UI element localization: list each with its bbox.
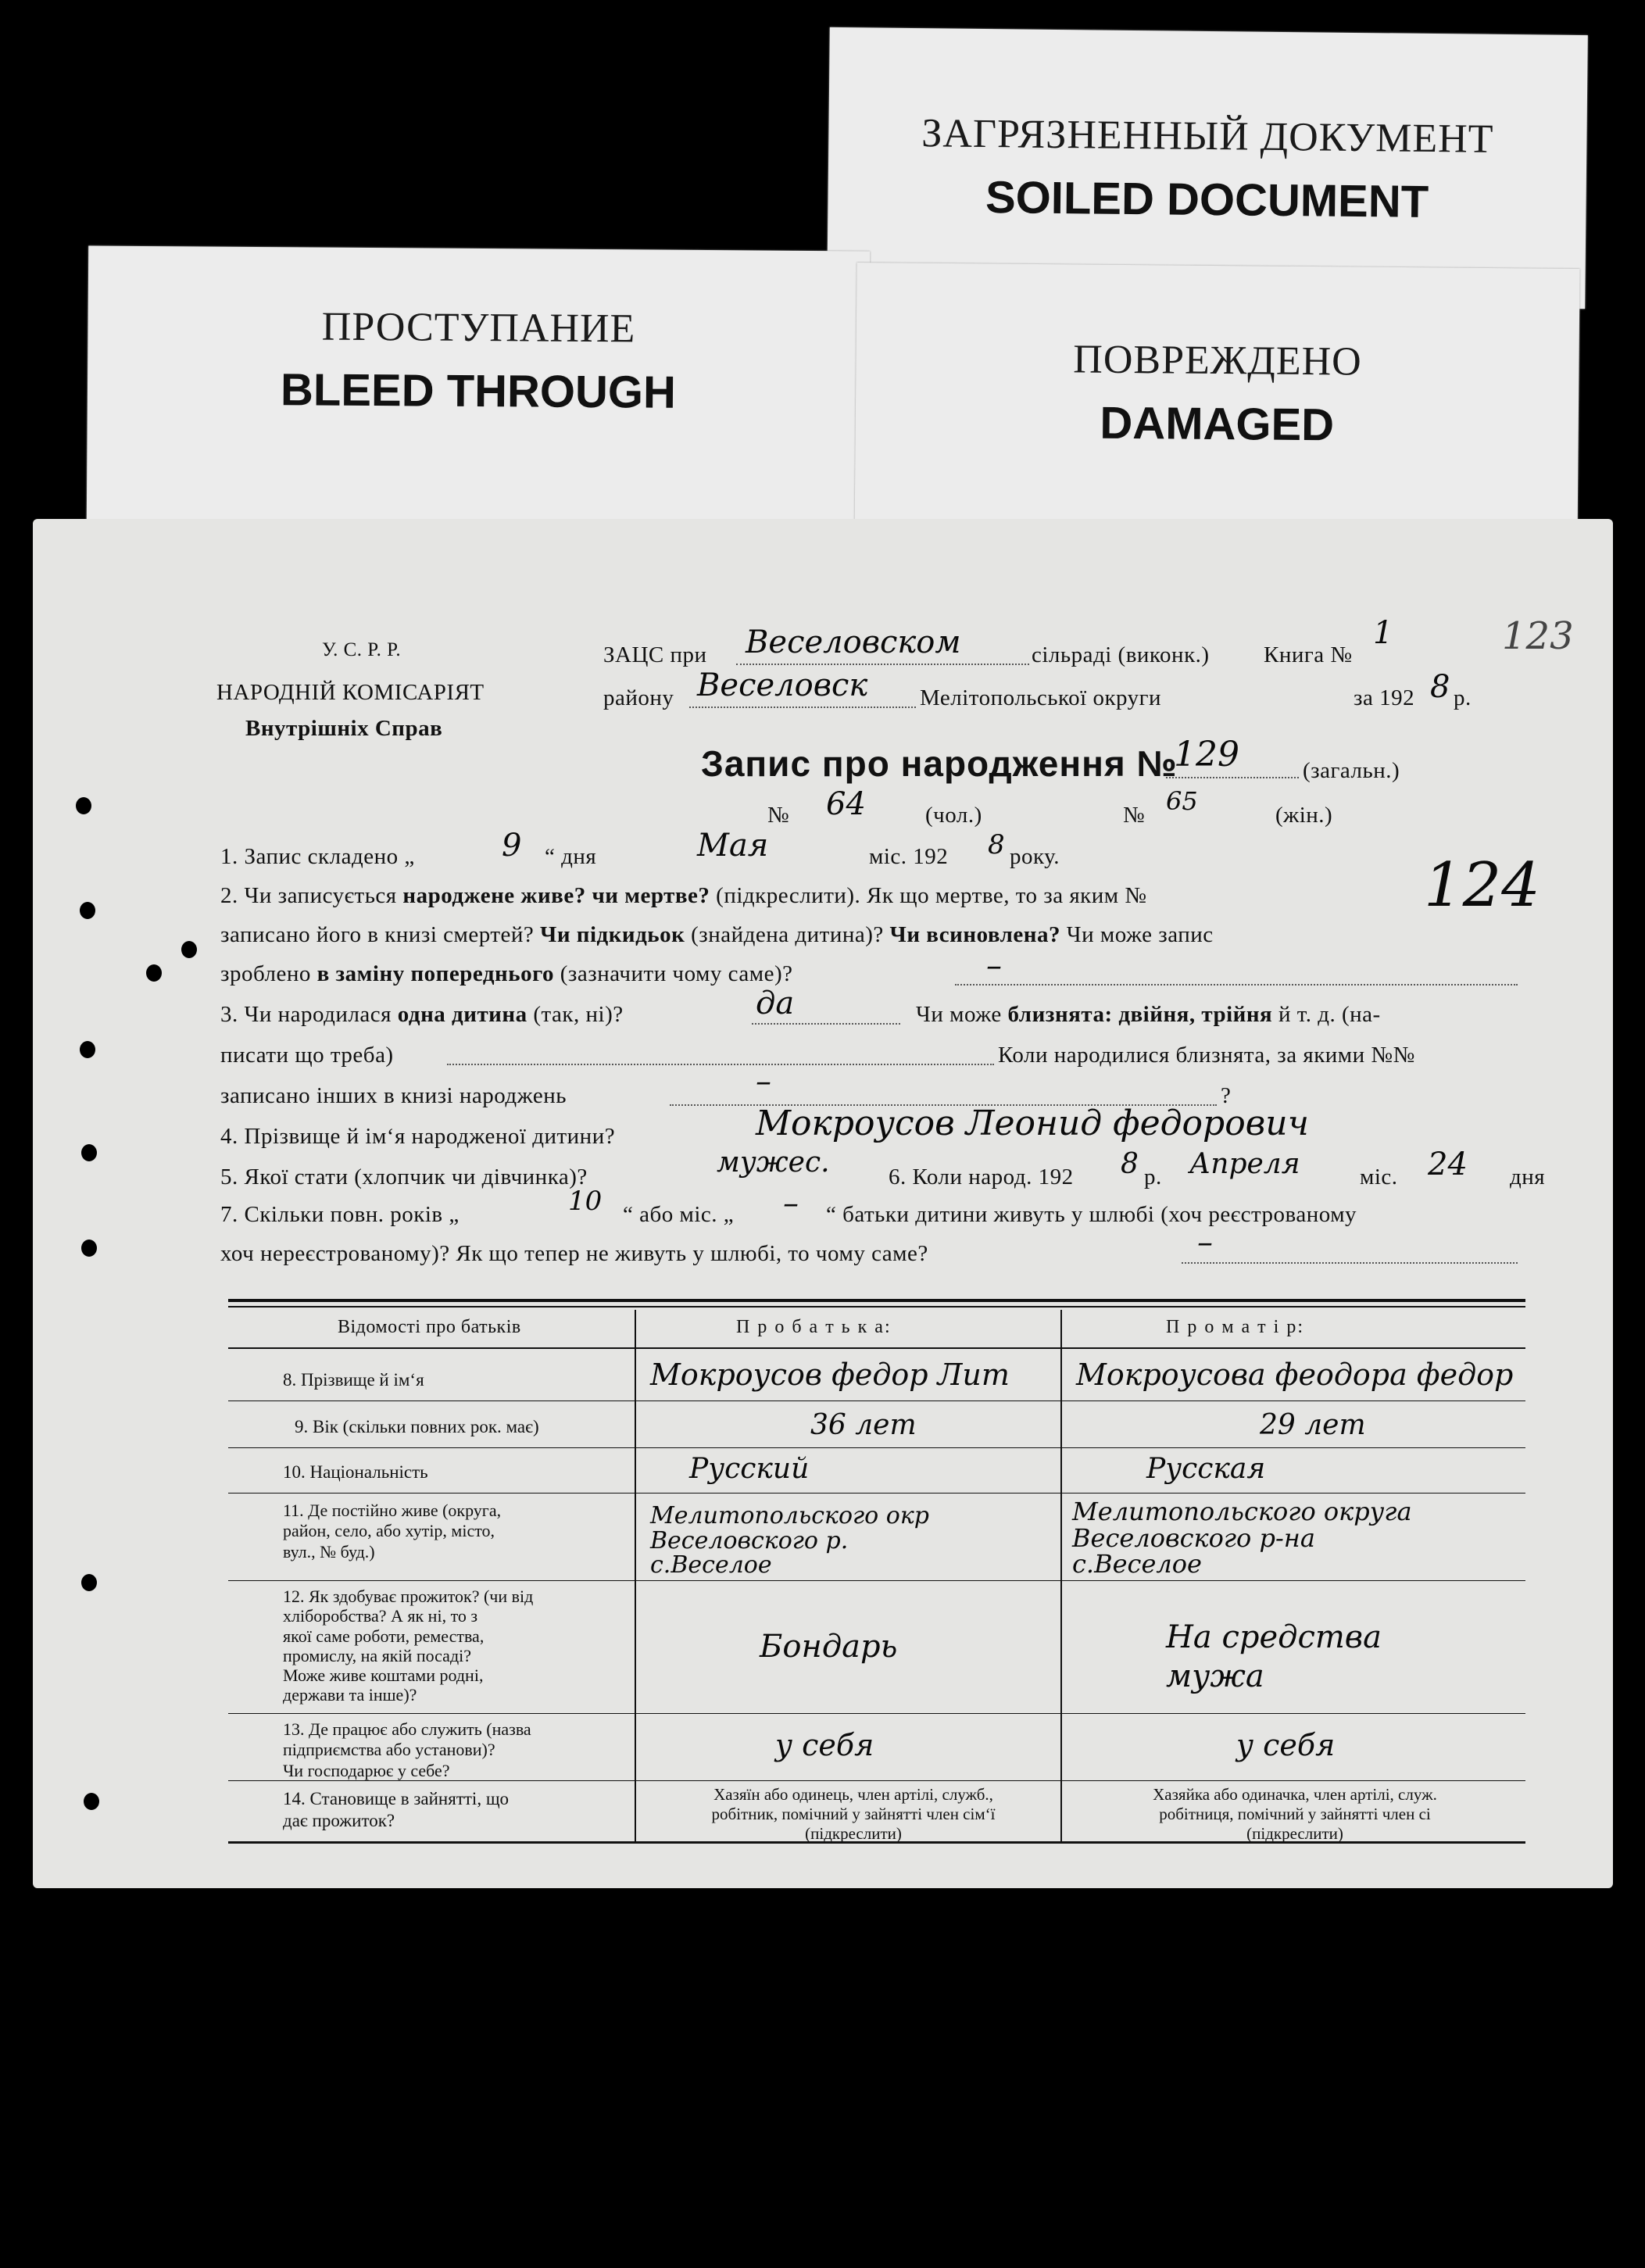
item6-month-handwritten: Апреля [1189, 1148, 1300, 1180]
item6-label: 6. Коли народ. 192 [889, 1164, 1074, 1189]
row9-label: 9. Вік (скільки повних рок. має) [295, 1417, 539, 1436]
item1-day-handwritten: 9 [502, 828, 522, 864]
item2-line3-b: в заміну попереднього [316, 961, 555, 986]
zags-label: ЗАЦС при [603, 642, 707, 667]
male-label: (чол.) [925, 803, 982, 828]
father-workplace-handwritten: у себя [775, 1728, 874, 1762]
damaged-label-ru: ПОВРЕЖДЕНО [1073, 337, 1362, 385]
usrr-heading: У. С. Р. Р. [322, 639, 402, 660]
item3-text-f: й т. д. (на- [1272, 1002, 1381, 1027]
punch-hole [81, 1144, 97, 1161]
item3-line1 [220, 1003, 624, 1026]
item6-year-label: р. [1144, 1164, 1162, 1189]
item6-year-handwritten: 8 [1121, 1148, 1139, 1180]
fill-line [1182, 1262, 1518, 1264]
punch-hole [80, 902, 95, 919]
father-age-handwritten: 36 лет [810, 1409, 917, 1441]
row-rule [228, 1580, 1525, 1581]
row-rule [228, 1493, 1525, 1494]
item6-day-label: дня [1510, 1164, 1546, 1189]
item1-year-handwritten: 8 [988, 829, 1005, 860]
soiled-label-en: SOILED DOCUMENT [985, 172, 1429, 227]
item3-text-a: 3. Чи народилася [220, 1002, 398, 1027]
punch-hole [181, 941, 197, 958]
table-header-mother: П р о м а т і р: [1166, 1317, 1304, 1337]
item3-text-e: близнята: двійня, трійня [1007, 1002, 1273, 1027]
item3-line3-handwritten: – [756, 1064, 771, 1100]
item2-text-c: (підкреслити). Як що мертве, то за яким № [710, 883, 1147, 908]
year-handwritten: 8 [1430, 669, 1450, 705]
female-no-label: № [1123, 803, 1146, 828]
damaged-label-en: DAMAGED [1100, 397, 1335, 451]
bleed-label-en: BLEED THROUGH [280, 364, 677, 418]
punch-hole [80, 1041, 95, 1058]
item1-label: 1. Запис складено „ [220, 844, 415, 869]
fill-line [736, 664, 1029, 665]
table-header-father: П р о б а т ь к а: [736, 1317, 892, 1337]
rayon-handwritten: Веселовск [697, 667, 868, 703]
item2-line2-b: Чи підкидьок [540, 922, 685, 947]
item2-line2-a: записано його в книзі смертей? [220, 922, 541, 947]
item2-line2 [220, 924, 1214, 946]
item5-label: 5. Якої стати (хлопчик чи дівчинка)? [220, 1164, 588, 1189]
item3-line1-right [916, 1003, 1381, 1026]
mother-livelihood-handwritten: На средства мужа [1166, 1619, 1382, 1694]
row-rule [228, 1447, 1525, 1448]
damaged-label [854, 263, 1579, 550]
item7-text: “ батьки дитини живуть у шлюбі (хоч реєстрованому [826, 1202, 1357, 1227]
fill-line [752, 1023, 900, 1025]
child-name-handwritten: Мокроусов Леонид федорович [756, 1104, 1309, 1143]
item3-line2-b: Коли народилися близнята, за якими №№ [998, 1043, 1415, 1068]
mother-residence-handwritten: Мелитопольского округа Веселовского р-на с.Веселое [1072, 1497, 1412, 1579]
table-top-rule [228, 1299, 1525, 1302]
item3-text-b: одна дитина [397, 1002, 527, 1027]
fill-line [689, 707, 916, 708]
punch-hole [84, 1793, 99, 1810]
item2-line3-c: (зазначити чому саме)? [554, 961, 793, 986]
item7-years-handwritten: 10 [568, 1186, 603, 1217]
father-livelihood-handwritten: Бондарь [760, 1629, 898, 1665]
item4-label: 4. Прізвище й ім‘я народженої дитини? [220, 1124, 616, 1149]
item2-line1 [220, 885, 1147, 907]
father-nationality-handwritten: Русский [689, 1453, 810, 1485]
item1-month-label: міс. 192 [869, 844, 949, 869]
item3-text-d: Чи може [916, 1002, 1008, 1027]
item1-day-label: “ дня [545, 844, 597, 869]
row13-label: 13. Де працює або служить (назва підприємства або установи)? Чи господарює у себе? [283, 1719, 531, 1780]
table-header-rule [228, 1347, 1525, 1349]
bleed-label-ru: ПРОСТУПАНИЕ [321, 304, 636, 352]
rayon-label: району [603, 685, 674, 710]
row11-label: 11. Де постійно живе (округа, район, село, або хутір, місто, вул., № буд.) [283, 1501, 502, 1561]
record-title: Запис про народження № [701, 743, 1178, 784]
margin-number-handwritten: 123 [1502, 614, 1574, 658]
mother-age-handwritten: 29 лет [1260, 1409, 1366, 1441]
item7-label: 7. Скільки повн. років „ [220, 1202, 460, 1227]
row-rule [228, 1713, 1525, 1714]
item3-answer-handwritten: да [756, 986, 795, 1021]
item3-line2-a: писати що треба) [220, 1043, 394, 1068]
punch-hole [81, 1574, 97, 1591]
book-label: Книга № [1264, 642, 1353, 667]
fill-line [1166, 777, 1299, 778]
child-sex-handwritten: мужес. [717, 1147, 830, 1179]
item2-text-b: народжене живе? чи мертве? [402, 883, 710, 908]
row12-label: 12. Як здобуває прожиток? (чи від хліборобства? А як ні, то з якої саме роботи, ремества, промислу, на якій посаді? Може живе коштами родні, держави та інше)? [283, 1587, 534, 1705]
year-label: за 192 [1354, 685, 1415, 710]
fill-line [447, 1064, 994, 1065]
bleed-through-label [87, 246, 870, 533]
item2-line2-e: Чи може запис [1060, 922, 1214, 947]
item7-line2: хоч нереєстрованому)? Як що тепер не живуть у шлюбі, то чому саме? [220, 1241, 928, 1266]
table-header-info: Відомості про батьків [338, 1317, 521, 1337]
female-number-handwritten: 65 [1166, 786, 1198, 816]
item1-month-handwritten: Мая [697, 828, 769, 864]
mother-nationality-handwritten: Русская [1146, 1453, 1266, 1485]
soiled-label-ru: ЗАГРЯЗНЕННЫЙ ДОКУМЕНТ [921, 111, 1494, 162]
large-number-handwritten: 124 [1424, 850, 1540, 921]
row10-label: 10. Національність [283, 1462, 428, 1482]
item2-line3-a: зроблено [220, 961, 317, 986]
item6-month-label: міс. [1360, 1164, 1398, 1189]
table-top-rule [228, 1306, 1525, 1307]
item3-line3: записано інших в книзі народжень [220, 1083, 567, 1108]
record-number-handwritten: 129 [1174, 735, 1239, 774]
table-column-rule [1060, 1310, 1062, 1841]
okrugi-label: Мелітопольської округи [920, 685, 1162, 710]
fill-line [955, 984, 1518, 986]
item2-dash-handwritten: – [986, 948, 1002, 984]
row14-label: 14. Становище в зайнятті, що дає прожиток? [283, 1789, 510, 1830]
item2-line3 [220, 963, 792, 986]
item7-line2-handwritten: – [1197, 1225, 1213, 1261]
birth-record-form [33, 519, 1613, 1888]
item7-months-label: “ або міс. „ [623, 1202, 735, 1227]
commissariat-heading: НАРОДНІЙ КОМІСАРІЯТ [216, 680, 485, 705]
punch-hole [81, 1240, 97, 1257]
punch-hole [76, 797, 91, 814]
item3-text-c: (так, ні)? [527, 1002, 624, 1027]
item2-line2-c: (знайдена дитина)? [685, 922, 890, 947]
father-position-options: Хазяїн або одинець, член артілі, служб., робітник, помічний у зайнятті член сім‘ї (підкреслити) [711, 1785, 996, 1844]
item6-day-handwritten: 24 [1428, 1147, 1468, 1182]
father-name-handwritten: Мокроусов федор Лит [650, 1358, 1010, 1392]
female-label: (жін.) [1275, 803, 1333, 828]
row8-label: 8. Прізвище й ім‘я [283, 1370, 424, 1390]
father-residence-handwritten: Мелитопольского окр Веселовского р. с.Веселое [650, 1502, 929, 1579]
male-number-handwritten: 64 [826, 786, 866, 822]
mother-workplace-handwritten: у себя [1236, 1728, 1336, 1762]
silradi-label: сільраді (виконк.) [1032, 642, 1210, 667]
item2-line2-d: Чи всиновлена? [889, 922, 1060, 947]
year-suffix: р. [1454, 685, 1472, 710]
parents-table [228, 1299, 1525, 2268]
item7-months-handwritten: – [783, 1186, 799, 1222]
item1-year-label: року. [1010, 844, 1060, 869]
book-number-handwritten: 1 [1373, 615, 1393, 651]
mother-position-options: Хазяйка або одиначка, член артілі, служ. робітниця, помічний у зайнятті член сі (підкреслити) [1153, 1785, 1437, 1844]
item3-question: ? [1221, 1083, 1232, 1108]
zags-handwritten: Веселовском [746, 624, 961, 660]
item2-text-a: 2. Чи записується [220, 883, 403, 908]
internal-affairs-heading: Внутрішніх Справ [245, 716, 443, 741]
table-column-rule [635, 1310, 636, 1841]
zagaln-label: (загальн.) [1303, 758, 1400, 783]
male-no-label: № [767, 803, 790, 828]
mother-name-handwritten: Мокроусова феодора федор [1076, 1358, 1514, 1392]
punch-hole [146, 964, 162, 982]
